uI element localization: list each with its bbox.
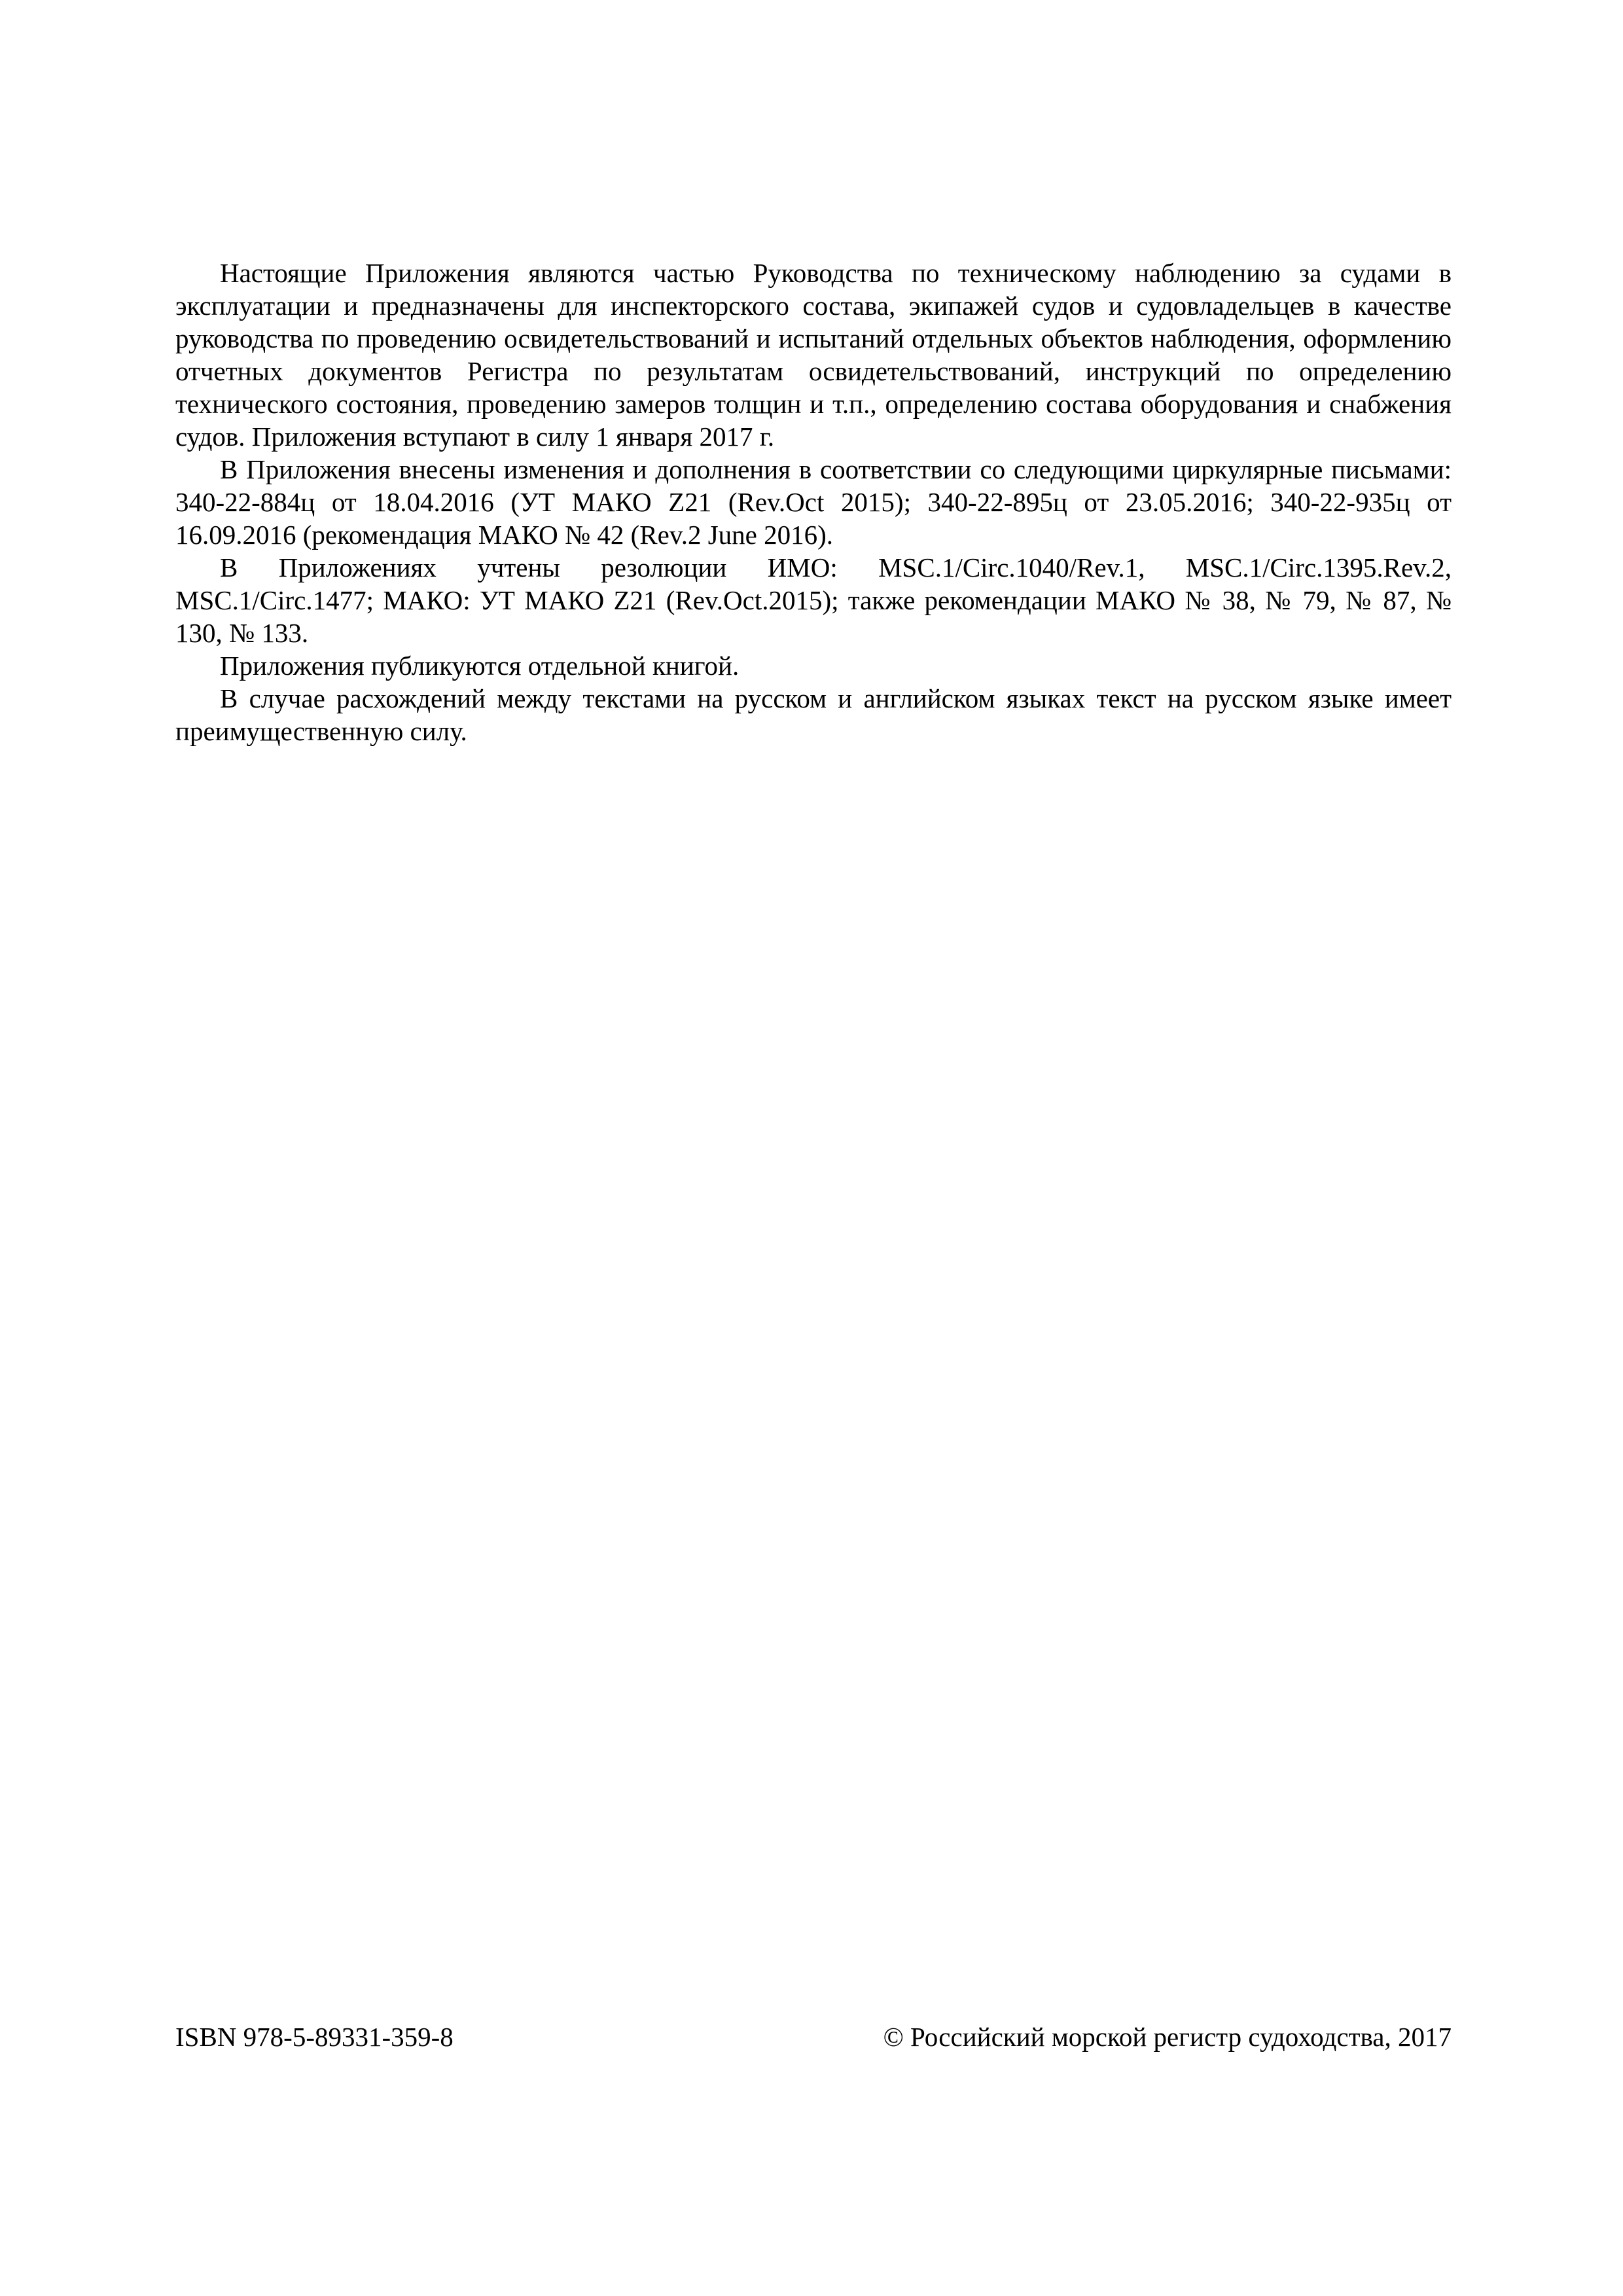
paragraph-language-precedence: В случае расхождений между текстами на русском и английском языках текст на русском языке имеет преимущественную силу. (175, 683, 1452, 746)
paragraph-applicability: Настоящие Приложения являются частью Руководства по техническому наблюдению за судами в эксплуатации и предназначены для инспекторского состава, экипажей судов и судовладельцев в качестве руководства по проведению освидетельствований и испытаний отдельных объектов наблюдения, оформлению отчетных документов Регистра по результатам освидетельствований, инструкций по определению технического состояния, проведению замеров толщин и т.п., определению состава оборудования и снабжения судов. Приложения вступают в силу 1 января 2017 г. (175, 258, 1452, 452)
paragraph-resolutions: В Приложениях учтены резолюции ИМО: MSC.1/Circ.1040/Rev.1, MSC.1/Circ.1395.Rev.2, MSC.1/Circ.1477; МАКО: УТ МАКО Z21 (Rev.Oct.2015); также рекомендации МАКО № 38, № 79, № 87, № 130, № 133. (175, 552, 1452, 648)
paragraph-amendments: В Приложения внесены изменения и дополнения в соответствии со следующими циркулярные письмами: 340-22-884ц от 18.04.2016 (УТ МАКО Z21 (Rev.Oct 2015); 340-22-895ц от 23.05.2016; 340-22-935ц от 16.09.2016 (рекомендация МАКО № 42 (Rev.2 June 2016). (175, 454, 1452, 550)
page-footer (175, 2020, 1452, 2053)
paragraph-publication: Приложения публикуются отдельной книгой. (220, 651, 740, 681)
preface-text (175, 257, 1452, 747)
copyright-notice: © Российский морской регистр судоходства, 2017 (883, 2022, 1452, 2052)
isbn-number: ISBN 978-5-89331-359-8 (175, 2022, 454, 2052)
